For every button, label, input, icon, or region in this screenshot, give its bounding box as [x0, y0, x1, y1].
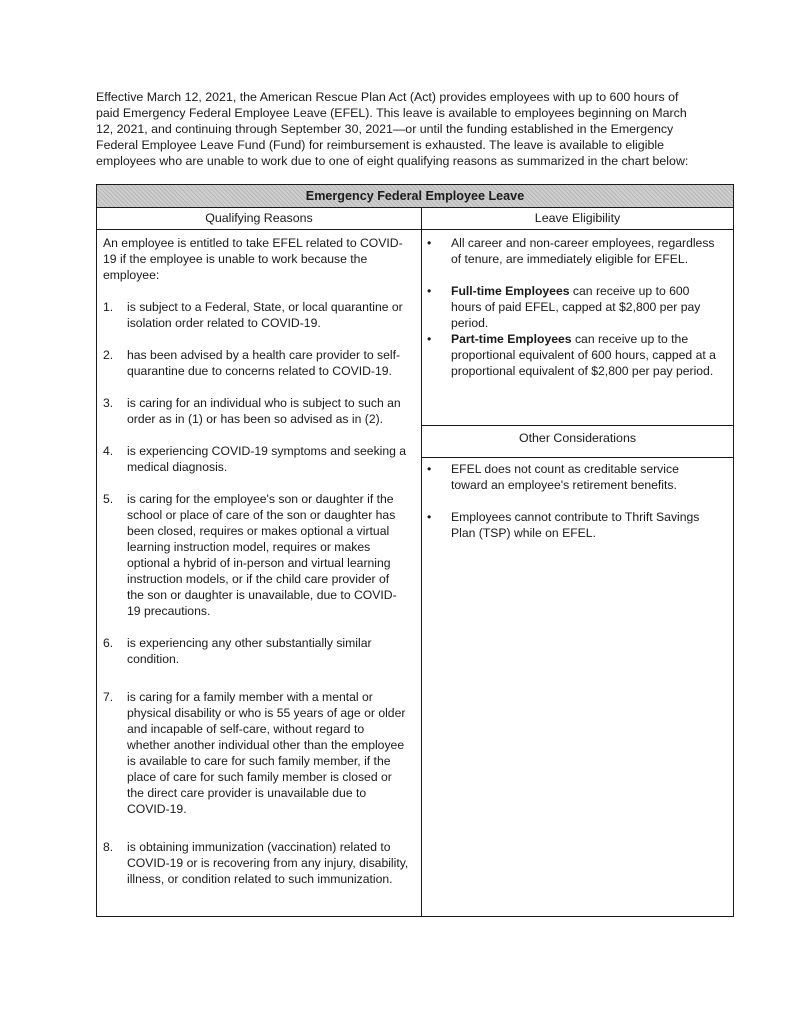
reasons-intro: An employee is entitled to take EFEL related to COVID-19 if the employee is unable to work because the employee: — [103, 236, 403, 282]
consideration-item: • Employees cannot contribute to Thrift Savings Plan (TSP) while on EFEL. — [427, 510, 700, 540]
reason-item: 3. is caring for an individual who is subject to such an order as in (1) or has been so advised as in (2). — [103, 396, 401, 426]
header-divider — [97, 229, 733, 230]
reason-item: 2. has been advised by a health care provider to self-quarantine due to concerns related to COVID-19. — [103, 348, 401, 378]
other-header-divider — [421, 457, 733, 458]
reason-item: 4. is experiencing COVID-19 symptoms and seeking a medical diagnosis. — [103, 444, 407, 474]
bullet-icon: • — [427, 236, 432, 250]
column-divider — [421, 207, 422, 916]
reason-item: 1. is subject to a Federal, State, or local quarantine or isolation order related to COVID-19. — [103, 300, 403, 330]
reason-item: 6. is experiencing any other substantially similar condition. — [103, 636, 372, 666]
reason-item: 8. is obtaining immunization (vaccination) related to COVID-19 or is recovering from any injury, disability, illness, or condition related to such immunization. — [103, 840, 409, 886]
other-considerations-header: Other Considerations — [518, 431, 637, 445]
bullet-icon: • — [427, 462, 432, 476]
qualifying-reasons-header: Qualifying Reasons — [205, 211, 313, 225]
eligibility-item: • All career and non-career employees, regardless of tenure, are immediately eligible for EFEL. — [427, 236, 715, 266]
bullet-icon: • — [427, 332, 432, 346]
bullet-icon: • — [427, 284, 432, 298]
intro-paragraph: Effective March 12, 2021, the American Rescue Plan Act (Act) provides employees with up to 600 hours of paid Emergency Federal Employee Leave (EFEL). This leave is available to employees beginning on March 12, 2021, and continuing through September 30, 2021—or until the funding established in the Emergency Federal Employee Leave Fund (Fund) for reimbursement is exhausted. The leave is available to eligible employees who are unable to work due to one of eight qualifying reasons as summarized in the chart below: — [96, 90, 689, 168]
eligibility-item: • Part-time Employees can receive up to the proportional equivalent of 600 hours, capped at a proportional equivalent of $2,800 per pay period. — [427, 332, 716, 378]
leave-eligibility-header: Leave Eligibility — [534, 211, 621, 225]
consideration-item: • EFEL does not count as creditable service toward an employee's retirement benefits. — [427, 462, 679, 492]
qualifying-reasons-column — [103, 235, 409, 887]
efel-table — [96, 184, 734, 917]
reasons-list — [103, 299, 409, 887]
eligibility-item: • Full-time Employees can receive up to 600 hours of paid EFEL, capped at $2,800 per pay period. — [427, 284, 701, 330]
bullet-icon: • — [427, 510, 432, 524]
reason-item: 7. is caring for a family member with a mental or physical disability or who is 55 years of age or older and incapable of self-care, without regard to whether another individual other than the employee is available to care for such family member, if the place of care for such family member is closed or the direct care provider is unavailable due to COVID-19. — [103, 690, 406, 816]
table-title: Emergency Federal Employee Leave — [97, 185, 733, 208]
other-top-divider — [421, 425, 733, 426]
reason-item: 5. is caring for the employee's son or daughter if the school or place of care of the son or daughter has been closed, requires or makes optional a virtual learning instruction model, requires or makes optional a hybrid of in-person and virtual learning instruction models, or if the child care provider of the son or daughter is unavailable, due to COVID-19 precautions. — [103, 492, 397, 618]
